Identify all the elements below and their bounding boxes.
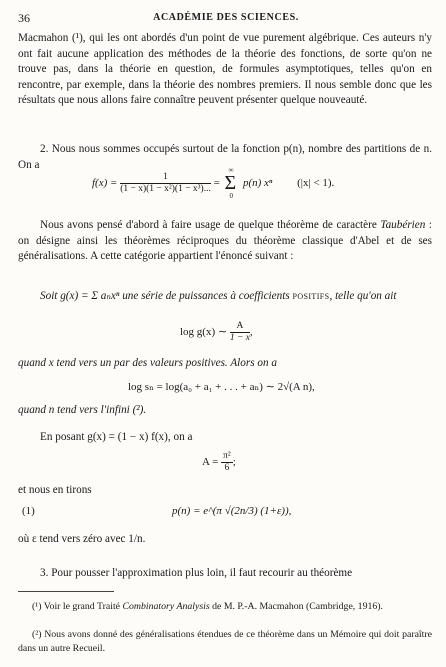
running-title: ACADÉMIE DES SCIENCES. bbox=[153, 12, 299, 23]
eq5-label: (1) bbox=[22, 505, 35, 517]
sum-upper-limit: ∞ bbox=[228, 166, 234, 174]
paragraph-section-2: 2. Nous nous sommes occupés surtout de la fonction p(n), nombre des partitions de n. On a bbox=[18, 143, 432, 171]
theorem-statement bbox=[18, 289, 432, 305]
tauberian-lead: Nous avons pensé d'abord à faire usage de quelque théorème de caractère bbox=[40, 219, 377, 231]
theorem-part-b: , telle qu'on ait bbox=[329, 290, 397, 302]
equation-A-value bbox=[202, 451, 236, 474]
eq2-denominator: 1 − x bbox=[229, 333, 250, 343]
page-number: 36 bbox=[18, 11, 30, 25]
eq2-numerator: A bbox=[230, 321, 250, 333]
footnote-1-rest: de M. P.-A. Macmahon (Cambridge, 1916). bbox=[209, 601, 383, 612]
eq1-lhs: f(x) = bbox=[92, 177, 118, 190]
tauberian-term: Taubérien bbox=[380, 219, 426, 231]
eq4-tail: ; bbox=[232, 456, 236, 469]
eq4-fraction bbox=[221, 451, 233, 474]
footnote-1-title: Combinatory Analysis bbox=[122, 601, 210, 612]
paragraph-tauberian bbox=[18, 218, 432, 265]
eq1-equals: = bbox=[213, 177, 220, 190]
equation-generating-function bbox=[92, 166, 335, 200]
eq1-condition: (|x| < 1). bbox=[297, 177, 335, 190]
eq4-denominator: 6 bbox=[224, 463, 230, 473]
eq4-numerator: π² bbox=[223, 451, 231, 461]
eq2-lhs: log g(x) ∼ bbox=[180, 326, 228, 339]
theorem-conclusion: quand n tend vers l'infini (²). bbox=[18, 404, 147, 416]
eq5-formula: p(n) = e^(π √(2n/3) (1+ε)), bbox=[172, 505, 292, 517]
eq4-lhs: A = bbox=[202, 456, 219, 469]
summation-symbol: Σ ∞ 0 bbox=[224, 166, 237, 200]
eq1-numerator: 1 bbox=[120, 172, 211, 184]
footnote-1 bbox=[18, 600, 432, 614]
eq2-tail: , bbox=[250, 326, 253, 339]
footnote-1-lead: (¹) Voir le grand Traité bbox=[32, 601, 121, 612]
paragraph-derive: et nous en tirons bbox=[18, 484, 92, 496]
theorem-positifs: POSITIFS bbox=[292, 292, 330, 301]
footnote-divider bbox=[18, 591, 114, 592]
theorem-condition: quand x tend vers un par des valeurs positives. Alors on a bbox=[18, 357, 277, 369]
footnote-2: (²) Nous avons donné des généralisations étendues de ce théorème dans un Mémoire qui doit paraître dans un autre Recueil. bbox=[18, 629, 432, 654]
running-header bbox=[18, 11, 434, 27]
tauberian-rest: : on désigne ainsi les théorèmes réciproques du théorème classique d'Abel et de ses généralisations. A cette catégorie appartient l'énoncé suivant : bbox=[18, 219, 433, 263]
eq2-fraction bbox=[230, 321, 250, 344]
eq1-fraction bbox=[120, 172, 211, 195]
equation-log-sn: log sₙ = log(a₀ + a₁ + . . . + aₙ) ∼ 2√(A n), bbox=[128, 381, 315, 393]
sum-lower-limit: 0 bbox=[229, 192, 234, 200]
paragraph-epsilon: où ε tend vers zéro avec 1/n. bbox=[18, 533, 146, 545]
eq1-denominator: (1 − x)(1 − x²)(1 − x³)... bbox=[120, 184, 211, 194]
equation-1-asymptotic bbox=[22, 505, 432, 517]
equation-log-g bbox=[180, 321, 253, 344]
theorem-part-a: Soit g(x) = Σ aₙxⁿ une série de puissances à coefficients bbox=[40, 290, 290, 302]
paragraph-substitution: En posant g(x) = (1 − x) f(x), on a bbox=[40, 431, 193, 443]
eq1-rhs: p(n) xⁿ bbox=[242, 177, 273, 190]
paragraph-intro: Macmahon (¹), qui les ont abordés d'un point de vue purement algébrique. Ces auteurs n'y ont fait aucune application des méthodes de la théorie des fonctions, de sorte qu'on ne trouve pas, dans la théorie en question, de formules asymptotiques, telles qu'on en rencontre, par exemple, dans la théorie des nombres premiers. Il nous semble donc que les résultats que nous allons faire connaître peuvent présenter quelque nouveauté. bbox=[18, 32, 432, 107]
paragraph-section-3: 3. Pour pousser l'approximation plus loin, il faut recourir au théorème bbox=[40, 567, 353, 579]
